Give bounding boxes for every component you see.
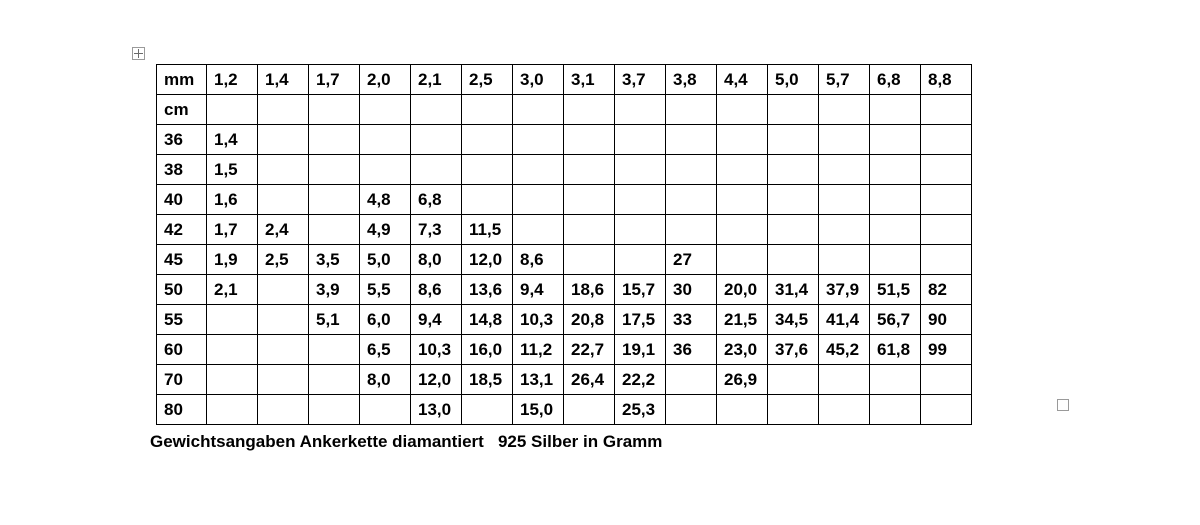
- data-cell: [615, 155, 666, 185]
- empty-cell: [615, 95, 666, 125]
- data-cell: 23,0: [717, 335, 768, 365]
- column-header: 3,0: [513, 65, 564, 95]
- empty-cell: [513, 95, 564, 125]
- data-cell: [768, 245, 819, 275]
- data-cell: 18,5: [462, 365, 513, 395]
- data-cell: [717, 245, 768, 275]
- data-cell: [564, 395, 615, 425]
- data-cell: 19,1: [615, 335, 666, 365]
- data-cell: [666, 395, 717, 425]
- data-cell: 99: [921, 335, 972, 365]
- data-cell: [258, 155, 309, 185]
- data-cell: [258, 275, 309, 305]
- data-cell: 8,6: [411, 275, 462, 305]
- data-cell: [513, 125, 564, 155]
- data-cell: [309, 215, 360, 245]
- data-cell: [819, 365, 870, 395]
- data-cell: 7,3: [411, 215, 462, 245]
- table-row: [157, 185, 972, 215]
- data-cell: 15,0: [513, 395, 564, 425]
- empty-cell: [309, 95, 360, 125]
- data-cell: 8,0: [411, 245, 462, 275]
- data-cell: [564, 245, 615, 275]
- data-cell: [615, 245, 666, 275]
- data-cell: [309, 335, 360, 365]
- data-cell: [921, 365, 972, 395]
- column-header: 3,1: [564, 65, 615, 95]
- data-cell: 8,6: [513, 245, 564, 275]
- column-header: 2,1: [411, 65, 462, 95]
- column-header: 4,4: [717, 65, 768, 95]
- data-cell: 34,5: [768, 305, 819, 335]
- data-cell: [564, 185, 615, 215]
- data-cell: [309, 365, 360, 395]
- empty-cell: [258, 95, 309, 125]
- data-cell: [870, 395, 921, 425]
- data-cell: [258, 125, 309, 155]
- data-cell: 10,3: [513, 305, 564, 335]
- data-cell: [615, 185, 666, 215]
- data-cell: [717, 185, 768, 215]
- data-cell: [207, 335, 258, 365]
- data-cell: [615, 215, 666, 245]
- data-cell: [666, 185, 717, 215]
- data-cell: 6,8: [411, 185, 462, 215]
- data-cell: [921, 125, 972, 155]
- data-cell: [768, 215, 819, 245]
- data-cell: 22,7: [564, 335, 615, 365]
- data-cell: 12,0: [462, 245, 513, 275]
- data-cell: [870, 245, 921, 275]
- data-cell: 37,9: [819, 275, 870, 305]
- data-cell: [666, 155, 717, 185]
- data-cell: 5,0: [360, 245, 411, 275]
- data-cell: 12,0: [411, 365, 462, 395]
- empty-cell: [921, 95, 972, 125]
- data-cell: 26,9: [717, 365, 768, 395]
- data-cell: [666, 365, 717, 395]
- data-cell: 14,8: [462, 305, 513, 335]
- data-cell: 18,6: [564, 275, 615, 305]
- data-cell: 4,9: [360, 215, 411, 245]
- data-cell: 20,8: [564, 305, 615, 335]
- data-cell: [819, 395, 870, 425]
- data-cell: [768, 125, 819, 155]
- data-cell: [717, 155, 768, 185]
- data-cell: 22,2: [615, 365, 666, 395]
- data-cell: 5,5: [360, 275, 411, 305]
- data-cell: [411, 125, 462, 155]
- table-row: [157, 365, 972, 395]
- row-header: 50: [157, 275, 207, 305]
- data-cell: [462, 395, 513, 425]
- data-cell: [819, 185, 870, 215]
- data-cell: 36: [666, 335, 717, 365]
- empty-cell: [411, 95, 462, 125]
- data-cell: 1,7: [207, 215, 258, 245]
- data-cell: 45,2: [819, 335, 870, 365]
- data-cell: 13,6: [462, 275, 513, 305]
- data-cell: [309, 125, 360, 155]
- data-cell: [513, 155, 564, 185]
- data-cell: 15,7: [615, 275, 666, 305]
- data-cell: 13,0: [411, 395, 462, 425]
- data-cell: [564, 155, 615, 185]
- data-cell: 3,5: [309, 245, 360, 275]
- row-header: 36: [157, 125, 207, 155]
- data-cell: 5,1: [309, 305, 360, 335]
- table-row: [157, 305, 972, 335]
- data-cell: [768, 365, 819, 395]
- data-cell: 26,4: [564, 365, 615, 395]
- data-cell: [258, 395, 309, 425]
- data-cell: 30: [666, 275, 717, 305]
- data-cell: 33: [666, 305, 717, 335]
- data-cell: [309, 155, 360, 185]
- data-cell: [309, 395, 360, 425]
- data-cell: [819, 155, 870, 185]
- header-cell-cm: cm: [157, 95, 207, 125]
- data-cell: [564, 125, 615, 155]
- row-header: 40: [157, 185, 207, 215]
- data-cell: [870, 185, 921, 215]
- data-cell: [309, 185, 360, 215]
- empty-cell: [462, 95, 513, 125]
- row-header: 55: [157, 305, 207, 335]
- data-cell: [258, 335, 309, 365]
- data-cell: 1,4: [207, 125, 258, 155]
- column-header: 5,7: [819, 65, 870, 95]
- data-cell: [768, 155, 819, 185]
- data-cell: 82: [921, 275, 972, 305]
- table-caption: Gewichtsangaben Ankerkette diamantiert 925 Silber in Gramm: [150, 432, 663, 451]
- empty-cell: [564, 95, 615, 125]
- row-header: 70: [157, 365, 207, 395]
- data-cell: [207, 305, 258, 335]
- data-cell: [360, 395, 411, 425]
- data-cell: 11,5: [462, 215, 513, 245]
- data-cell: [207, 365, 258, 395]
- data-cell: 31,4: [768, 275, 819, 305]
- data-cell: 27: [666, 245, 717, 275]
- data-cell: [462, 185, 513, 215]
- data-cell: [360, 125, 411, 155]
- empty-cell: [819, 95, 870, 125]
- data-cell: [870, 155, 921, 185]
- data-cell: [462, 155, 513, 185]
- table-row: [157, 245, 972, 275]
- data-cell: [921, 185, 972, 215]
- column-header: 8,8: [921, 65, 972, 95]
- data-cell: [921, 395, 972, 425]
- data-cell: 20,0: [717, 275, 768, 305]
- data-cell: [921, 155, 972, 185]
- data-cell: 13,1: [513, 365, 564, 395]
- table-row: [157, 275, 972, 305]
- data-cell: [258, 305, 309, 335]
- row-header: 60: [157, 335, 207, 365]
- data-cell: [615, 125, 666, 155]
- row-header: 80: [157, 395, 207, 425]
- weight-table-body: [157, 65, 972, 425]
- data-cell: 51,5: [870, 275, 921, 305]
- data-cell: 11,2: [513, 335, 564, 365]
- data-cell: 2,5: [258, 245, 309, 275]
- data-cell: [411, 155, 462, 185]
- data-cell: 6,0: [360, 305, 411, 335]
- data-cell: [819, 125, 870, 155]
- column-header: 1,2: [207, 65, 258, 95]
- data-cell: [870, 365, 921, 395]
- column-header: 3,7: [615, 65, 666, 95]
- data-cell: [870, 215, 921, 245]
- data-cell: 56,7: [870, 305, 921, 335]
- data-cell: 1,9: [207, 245, 258, 275]
- table-row: [157, 335, 972, 365]
- table-row-header-mm: [157, 65, 972, 95]
- data-cell: [768, 185, 819, 215]
- data-cell: [717, 215, 768, 245]
- data-cell: [717, 125, 768, 155]
- row-header: 45: [157, 245, 207, 275]
- empty-cell: [717, 95, 768, 125]
- data-cell: 3,9: [309, 275, 360, 305]
- row-header: 42: [157, 215, 207, 245]
- column-header: 5,0: [768, 65, 819, 95]
- data-cell: 6,5: [360, 335, 411, 365]
- data-cell: 8,0: [360, 365, 411, 395]
- data-cell: [921, 245, 972, 275]
- header-cell-mm: mm: [157, 65, 207, 95]
- data-cell: [819, 245, 870, 275]
- column-header: 1,7: [309, 65, 360, 95]
- table-move-handle[interactable]: [132, 47, 145, 60]
- data-cell: [768, 395, 819, 425]
- data-cell: [258, 365, 309, 395]
- data-cell: [462, 125, 513, 155]
- data-cell: 9,4: [513, 275, 564, 305]
- column-header: 2,5: [462, 65, 513, 95]
- data-cell: [513, 215, 564, 245]
- table-row-header-cm: [157, 95, 972, 125]
- data-cell: [666, 125, 717, 155]
- column-header: 6,8: [870, 65, 921, 95]
- data-cell: [564, 215, 615, 245]
- empty-cell: [360, 95, 411, 125]
- data-cell: [258, 185, 309, 215]
- data-cell: 4,8: [360, 185, 411, 215]
- table-row: [157, 215, 972, 245]
- data-cell: 41,4: [819, 305, 870, 335]
- data-cell: 21,5: [717, 305, 768, 335]
- data-cell: [666, 215, 717, 245]
- data-cell: [819, 215, 870, 245]
- weight-table: [156, 64, 972, 425]
- data-cell: 1,5: [207, 155, 258, 185]
- data-cell: 61,8: [870, 335, 921, 365]
- data-cell: [360, 155, 411, 185]
- data-cell: 2,1: [207, 275, 258, 305]
- column-header: 3,8: [666, 65, 717, 95]
- data-cell: 25,3: [615, 395, 666, 425]
- column-header: 1,4: [258, 65, 309, 95]
- table-resize-handle[interactable]: [1057, 399, 1069, 411]
- table-row: [157, 395, 972, 425]
- row-header: 38: [157, 155, 207, 185]
- data-cell: [717, 395, 768, 425]
- data-cell: [870, 125, 921, 155]
- data-cell: 2,4: [258, 215, 309, 245]
- empty-cell: [207, 95, 258, 125]
- table-row: [157, 125, 972, 155]
- data-cell: [513, 185, 564, 215]
- data-cell: 9,4: [411, 305, 462, 335]
- data-cell: [207, 395, 258, 425]
- column-header: 2,0: [360, 65, 411, 95]
- data-cell: 16,0: [462, 335, 513, 365]
- table-row: [157, 155, 972, 185]
- empty-cell: [666, 95, 717, 125]
- data-cell: 90: [921, 305, 972, 335]
- data-cell: 17,5: [615, 305, 666, 335]
- empty-cell: [768, 95, 819, 125]
- data-cell: 10,3: [411, 335, 462, 365]
- data-cell: 1,6: [207, 185, 258, 215]
- data-cell: 37,6: [768, 335, 819, 365]
- empty-cell: [870, 95, 921, 125]
- data-cell: [921, 215, 972, 245]
